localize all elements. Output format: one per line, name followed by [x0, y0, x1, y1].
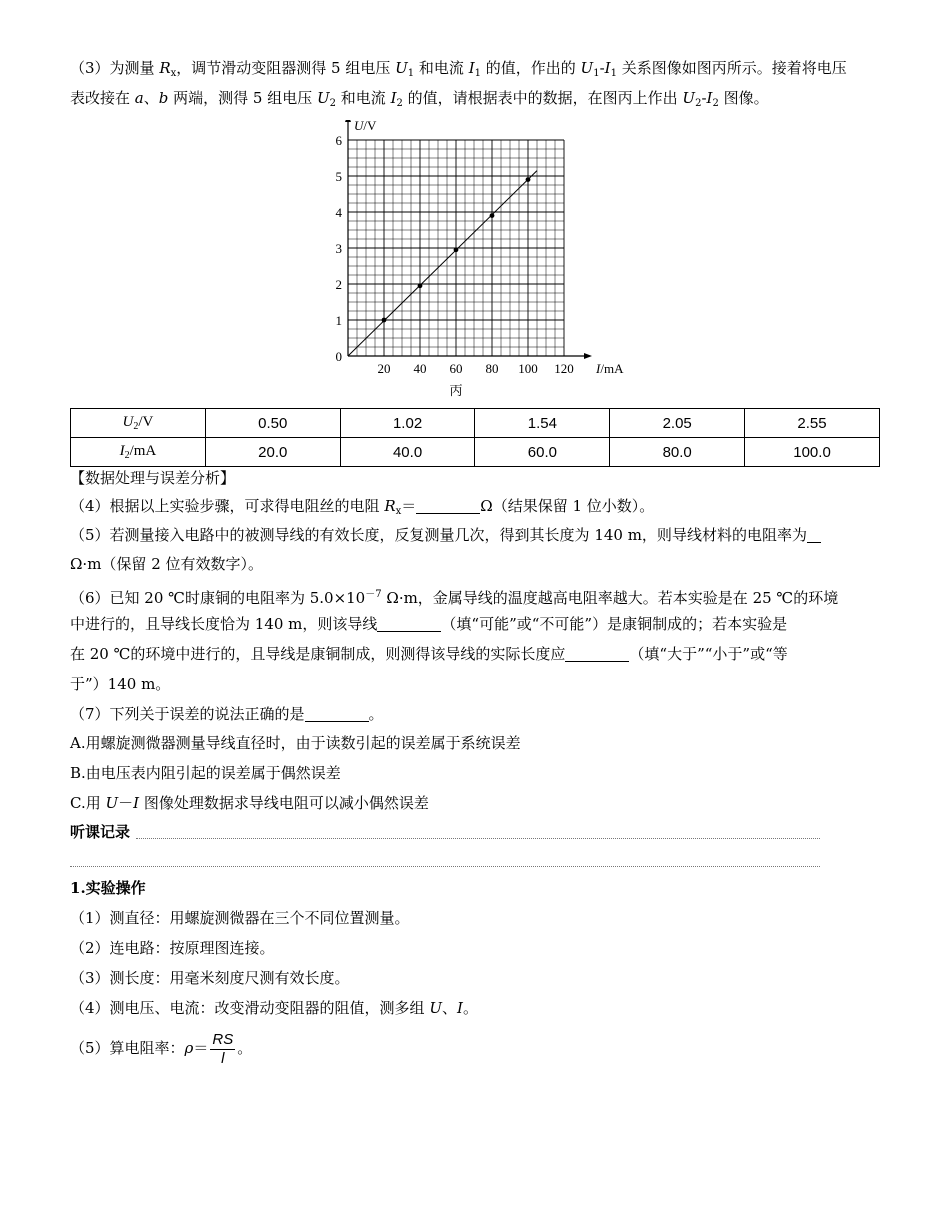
table-cell: 20.0: [205, 438, 340, 467]
text: Ω（结果保留 1 位小数）。: [480, 497, 655, 515]
data-point: [526, 177, 531, 182]
text: 关系图像如图丙所示。接着将电压: [616, 59, 847, 77]
sub: 2: [712, 98, 719, 109]
answer-blank[interactable]: [807, 526, 821, 543]
x-axis-unit: /mA: [600, 361, 624, 376]
answer-blank[interactable]: [565, 645, 629, 662]
x-axis-var: I: [596, 361, 601, 376]
var: U: [105, 794, 119, 812]
x-tick-label: 40: [413, 361, 427, 376]
text: 和电流: [336, 89, 391, 107]
var: U: [316, 89, 330, 107]
summary-item-3: （3）测长度：用毫米刻度尺测有效长度。: [70, 969, 350, 987]
fit-line: [348, 171, 537, 356]
y-axis-var: U: [354, 120, 364, 133]
text: （3）为测量: [70, 59, 160, 77]
text: （5）若测量接入电路中的被测导线的有效长度，反复测量几次，得到其长度为 140 m，则导线材料的电阻率为: [70, 526, 807, 544]
x-tick-label: 20: [377, 361, 391, 376]
resistivity-fraction: [210, 1031, 235, 1068]
text: （6）已知 20 ℃时康铜的电阻率为 5.0×10: [70, 589, 366, 607]
text: 图像处理数据求导线电阻可以减小偶然误差: [139, 794, 429, 812]
answer-blank[interactable]: [416, 497, 480, 514]
sub: 2: [329, 98, 337, 109]
var: I: [133, 794, 140, 812]
var: I: [390, 89, 397, 107]
q6-line4: 于”）140 m。: [70, 675, 171, 693]
x-tick-label: 80: [485, 361, 499, 376]
text: （4）测电压、电流：改变滑动变阻器的阻值，测多组: [70, 999, 430, 1017]
sub: 2: [396, 98, 403, 109]
y-axis-arrow: [345, 120, 351, 122]
var: U: [429, 999, 442, 1017]
text: 。: [462, 999, 478, 1017]
unit: /mA: [129, 443, 157, 459]
denominator: l: [221, 1049, 225, 1067]
sub: 1: [593, 68, 600, 79]
q7-option-c: [70, 792, 429, 814]
q5-line1: [70, 524, 821, 546]
summary-item-4: [70, 997, 478, 1019]
data-table: [70, 408, 880, 467]
q3-line1: [70, 57, 847, 85]
text: 和电流: [414, 59, 469, 77]
sub: 1: [610, 68, 617, 79]
var: R: [384, 497, 396, 515]
y-tick-label: 6: [335, 133, 342, 148]
y-tick-label: 4: [335, 205, 342, 220]
q6-line1: [70, 584, 838, 609]
y-axis-label: [354, 120, 377, 133]
table-cell: 2.55: [745, 409, 880, 438]
var: U: [682, 89, 696, 107]
text: 的值，请根据表中的数据，在图丙上作出: [402, 89, 683, 107]
summary-item-5: [70, 1028, 252, 1068]
q4: [70, 495, 654, 523]
sub: 1: [407, 68, 415, 79]
text: 表改接在: [70, 89, 135, 107]
text: （5）算电阻率：: [70, 1039, 185, 1057]
sub: 2: [124, 450, 130, 461]
section-title: 【数据处理与误差分析】: [70, 469, 236, 487]
text: 的值，作出的: [481, 59, 581, 77]
x-axis-arrow: [584, 353, 592, 359]
var: I: [468, 59, 475, 77]
row-header-i2: [71, 438, 206, 467]
text: ＝: [401, 497, 417, 515]
text: 两端，测得 5 组电压: [168, 89, 317, 107]
var: I: [706, 89, 713, 107]
q7-option-b: B.由电压表内阻引起的误差属于偶然误差: [70, 764, 341, 782]
notes-line[interactable]: [70, 866, 820, 867]
text: Ω·m，金属导线的温度越高电阻率越大。若本实验是在 25 ℃的环境: [381, 589, 839, 607]
q7-option-a: A.用螺旋测微器测量导线直径时，由于读数引起的误差属于系统误差: [70, 734, 521, 752]
text: 。: [237, 1039, 253, 1057]
exponent: －7: [365, 589, 382, 600]
text: （填“大于”“小于”或“等: [629, 645, 788, 663]
x-tick-label: 60: [449, 361, 463, 376]
text: 图像。: [718, 89, 769, 107]
q7-stem: [70, 703, 384, 725]
summary-item-1: （1）测直径：用螺旋测微器在三个不同位置测量。: [70, 909, 410, 927]
y-axis-unit: /V: [363, 120, 377, 133]
table-cell: 100.0: [745, 438, 880, 467]
u-i-chart: [328, 120, 628, 402]
notes-line[interactable]: [136, 838, 820, 839]
x-axis-label: [595, 361, 624, 376]
var: ρ: [184, 1039, 194, 1057]
var: U: [395, 59, 408, 77]
table-cell: 40.0: [340, 438, 475, 467]
var: I: [457, 999, 463, 1017]
q5-line2: Ω·m（保留 2 位有效数字）。: [70, 555, 264, 573]
q6-line2: [70, 613, 787, 635]
table-row: [71, 409, 880, 438]
data-point: [454, 247, 459, 252]
text: C.用: [70, 794, 106, 812]
data-point: [418, 283, 423, 288]
text: －: [118, 794, 134, 812]
chart-caption: 丙: [449, 383, 463, 398]
section-number: 1: [70, 879, 81, 897]
table-cell: 80.0: [610, 438, 745, 467]
text: -: [599, 59, 605, 77]
y-tick-label: 3: [335, 241, 342, 256]
answer-blank[interactable]: [377, 615, 441, 632]
data-point: [382, 318, 387, 323]
table-cell: 0.50: [205, 409, 340, 438]
text: （4）根据以上实验步骤，可求得电阻丝的电阻: [70, 497, 385, 515]
answer-blank[interactable]: [305, 705, 369, 722]
table-cell: 2.05: [610, 409, 745, 438]
var: U: [580, 59, 594, 77]
x-tick-label: 120: [554, 361, 574, 376]
summary-title: [70, 877, 146, 899]
text: 、: [143, 89, 159, 107]
var: U: [122, 414, 134, 430]
text: （7）下列关于误差的说法正确的是: [70, 705, 305, 723]
text: -: [701, 89, 707, 107]
table-cell: 1.54: [475, 409, 610, 438]
sub: 2: [133, 421, 139, 432]
chart-marks: [348, 171, 537, 356]
y-tick-label: 2: [335, 277, 342, 292]
text: 。: [368, 705, 384, 723]
var: R: [159, 59, 171, 77]
q6-line3: [70, 643, 788, 665]
text: ＝: [193, 1039, 209, 1057]
sub: x: [395, 506, 402, 517]
text: ，调节滑动变阻器测得 5 组电压: [176, 59, 396, 77]
text: 、: [441, 999, 457, 1017]
sub: 2: [695, 98, 702, 109]
table-row: [71, 438, 880, 467]
y-tick-label: 5: [335, 169, 342, 184]
text: （填“可能”或“不可能”）是康铜制成的；若本实验是: [441, 615, 788, 633]
table-cell: 1.02: [340, 409, 475, 438]
row-header-u2: [71, 409, 206, 438]
chart-ticks: [336, 133, 574, 376]
text: 中进行的，且导线长度恰为 140 m，则该导线: [70, 615, 378, 633]
summary-item-2: （2）连电路：按原理图连接。: [70, 939, 275, 957]
x-tick-label: 100: [518, 361, 538, 376]
y-tick-label: 1: [335, 313, 342, 328]
origin-label: 0: [335, 349, 342, 364]
table-cell: 60.0: [475, 438, 610, 467]
section-heading: .实验操作: [80, 879, 146, 897]
numerator: RS: [212, 1030, 234, 1048]
q3-line2: [70, 87, 769, 115]
var: I: [604, 59, 611, 77]
notes-label: 听课记录: [70, 823, 131, 841]
sub: 1: [474, 68, 481, 79]
var: I: [119, 443, 125, 459]
var: a: [134, 89, 144, 107]
unit: /V: [138, 414, 154, 430]
data-point: [490, 213, 495, 218]
sub: x: [170, 68, 177, 79]
text: 在 20 ℃的环境中进行的，且导线是康铜制成，则测得该导线的实际长度应: [70, 645, 566, 663]
var: b: [158, 89, 169, 107]
